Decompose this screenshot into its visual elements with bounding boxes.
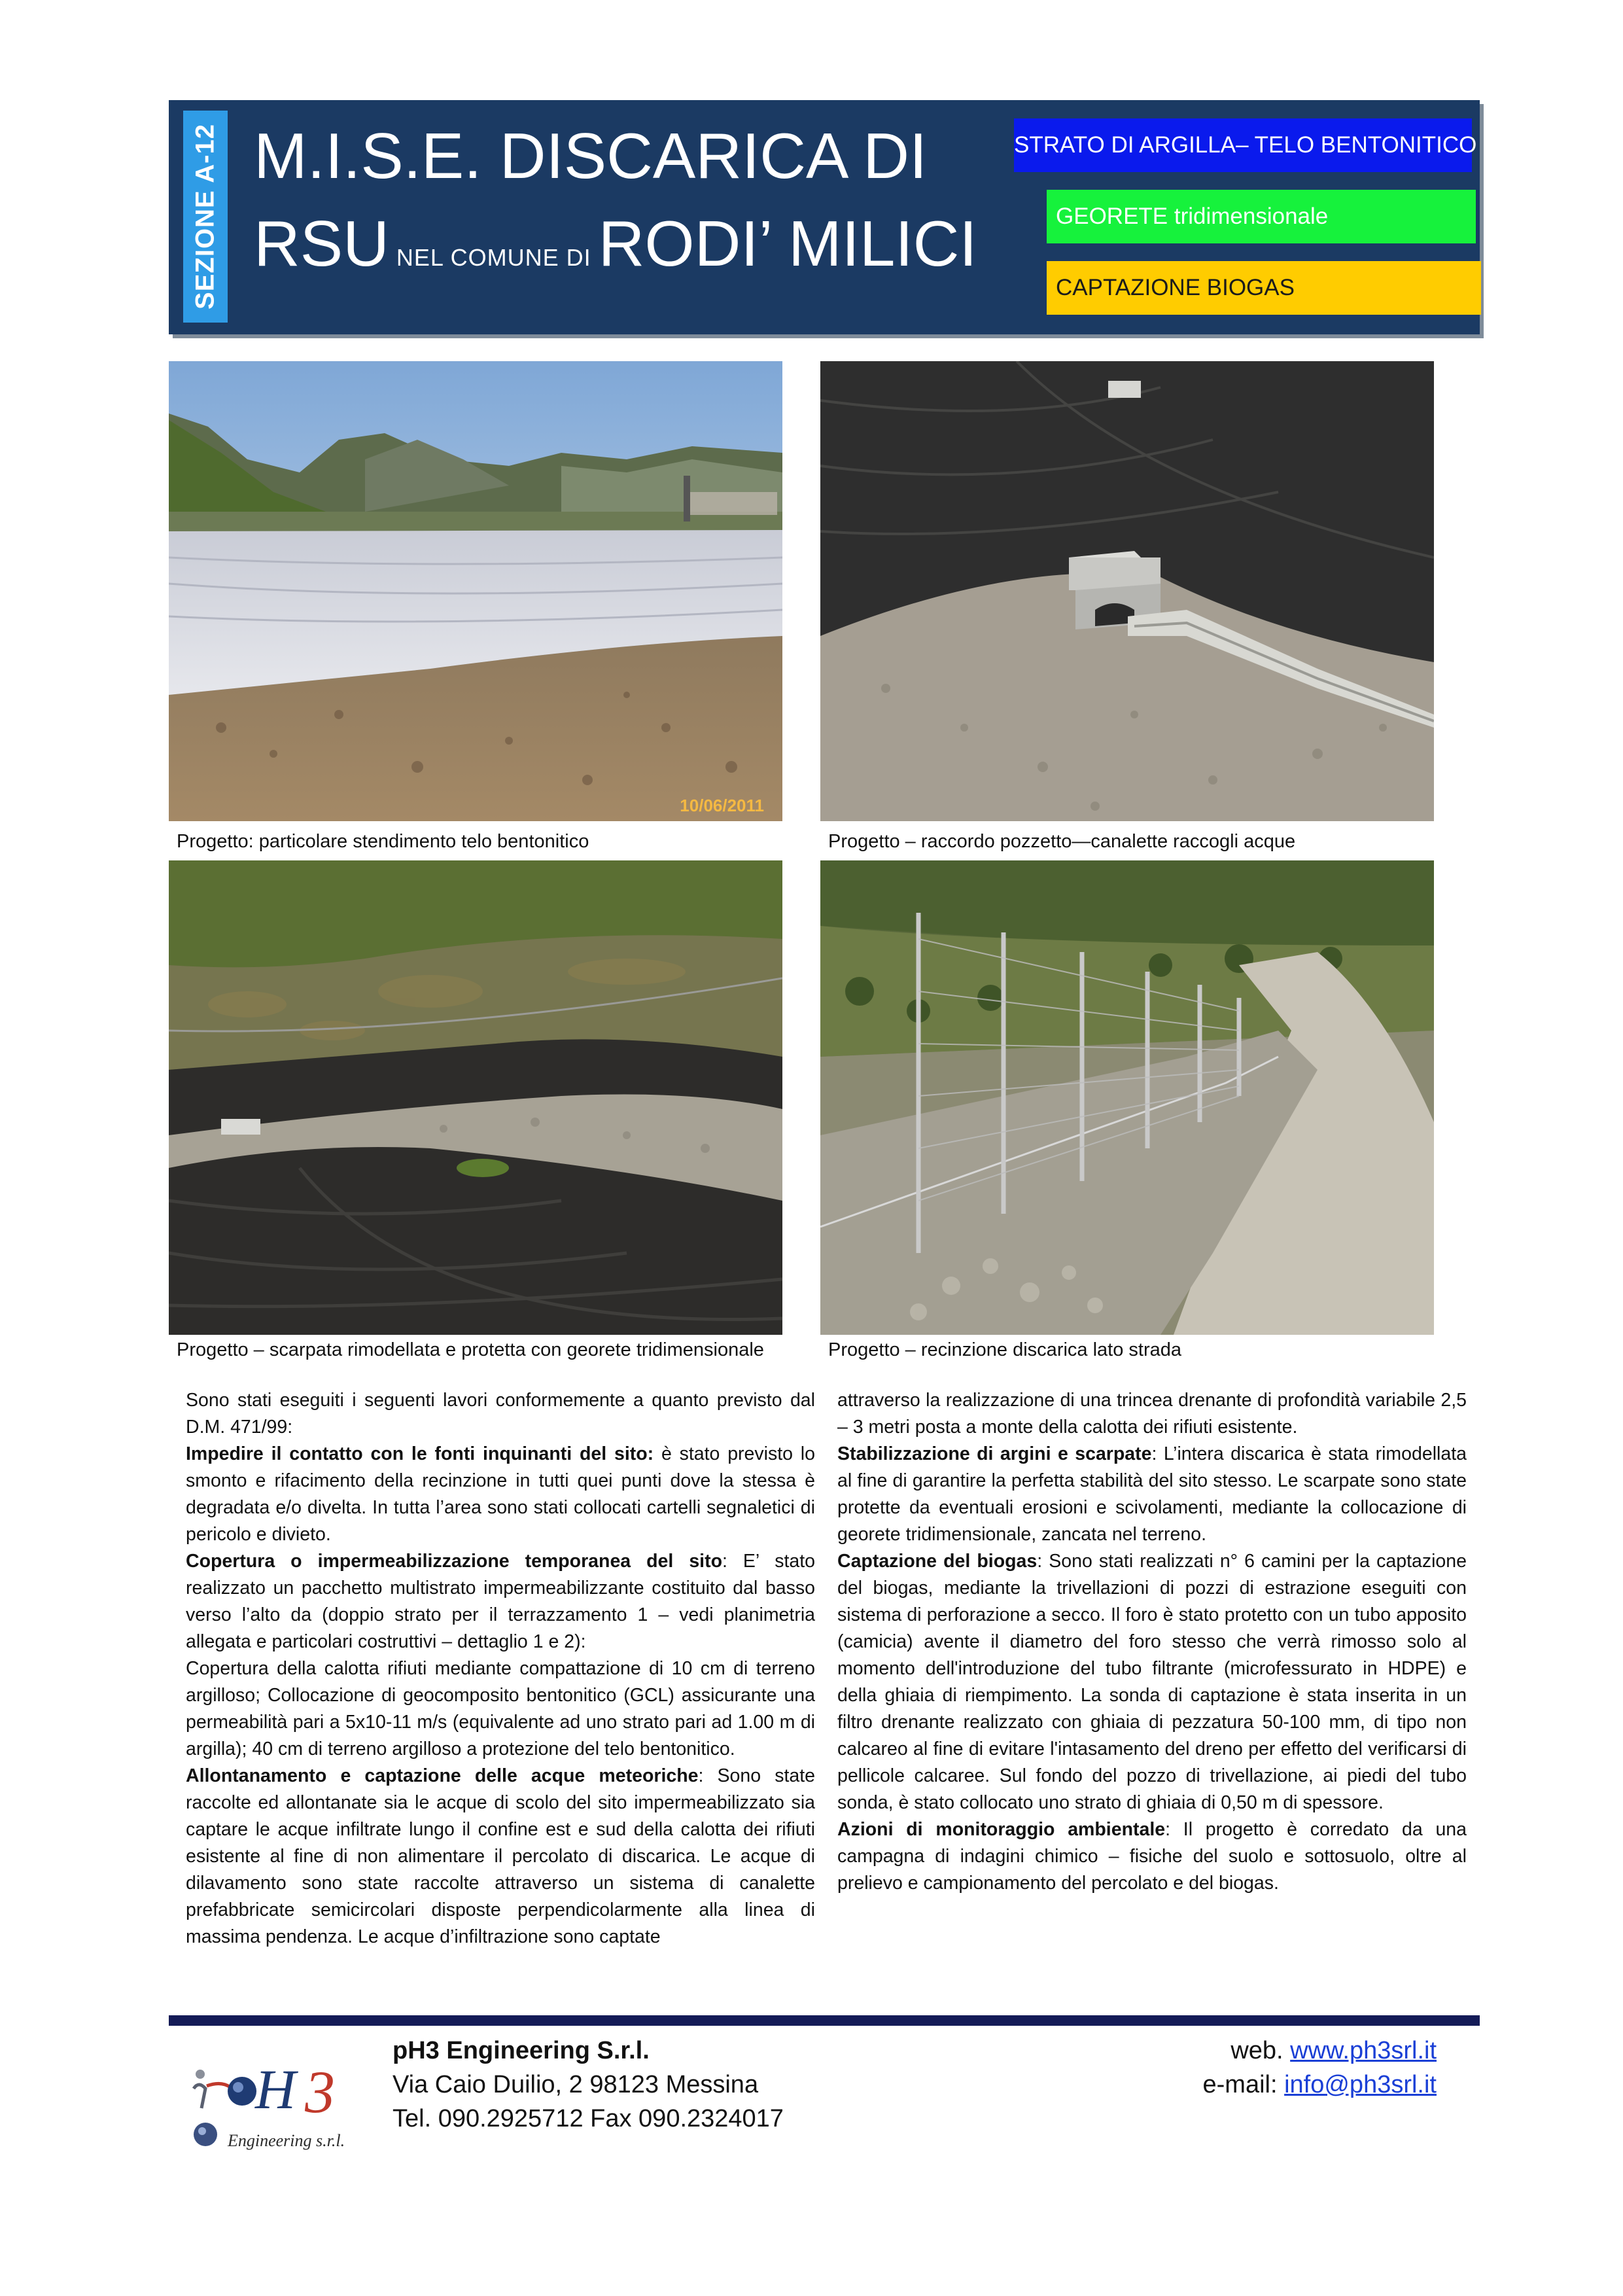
caption-photo-2: Progetto – raccordo pozzetto—canalette raccogli acque <box>828 831 1296 852</box>
photo-scarpata-georete <box>169 860 782 1335</box>
photo-recinzione-strada <box>820 860 1434 1335</box>
svg-text:3: 3 <box>305 2058 335 2125</box>
body-column-left <box>186 1387 815 1951</box>
body-column-right <box>837 1387 1467 1897</box>
email-label: e-mail: <box>1202 2071 1285 2098</box>
company-address: Via Caio Duilio, 2 98123 Messina <box>393 2071 759 2098</box>
paragraph-text: : L’intera discarica è stata rimodellata al fine di garantire la perfetta stabilità del sito stesso. Le scarpate sono state protette da eventuali erosioni e scivolamenti, mediante la collocazione di georete tridimensionale, zancata nel terreno. <box>837 1443 1467 1545</box>
paragraph <box>186 1655 815 1763</box>
paragraph-text: Copertura della calotta rifiuti mediante compattazione di 10 cm di terreno argilloso; Collocazione di geocomposito bentonitico (GCL) assicurante una permeabilità pari a 5x10-11 m/s (equivalente ad uno strato pari ad 1.00 m di argilla); 40 cm di terreno argilloso a protezione del telo bentonitico. <box>186 1658 815 1759</box>
title-rsu: RSU <box>254 207 389 279</box>
paragraph <box>837 1548 1467 1816</box>
company-info <box>393 2034 784 2136</box>
paragraph-text: Sono stati eseguiti i seguenti lavori conformemente a quanto previsto dal D.M. 471/99: <box>186 1390 815 1438</box>
website-link[interactable]: www.ph3srl.it <box>1290 2037 1437 2064</box>
email-line <box>1203 2068 1437 2102</box>
email-link[interactable]: info@ph3srl.it <box>1284 2071 1437 2098</box>
page-header <box>169 100 1480 334</box>
section-badge <box>183 111 228 323</box>
paragraph-heading: Impedire il contatto con le fonti inquinanti del sito: <box>186 1443 654 1464</box>
title-small-text: NEL COMUNE DI <box>389 244 599 271</box>
page-title-line-2 <box>254 207 977 279</box>
caption-photo-3: Progetto – scarpata rimodellata e protetta con georete tridimensionale <box>177 1339 764 1360</box>
company-logo <box>182 2048 391 2159</box>
paragraph <box>186 1441 815 1548</box>
tag-georete: GEORETE tridimensionale <box>1047 190 1476 243</box>
caption-photo-4: Progetto – recinzione discarica lato strada <box>828 1339 1182 1360</box>
paragraph <box>186 1763 815 1951</box>
paragraph-text: : E’ stato realizzato un pacchetto multistrato impermeabilizzante costituito dal basso verso l’alto da (doppio strato per il terrazzamento 1 – vedi planimetria allegata e particolari costruttivi – dettaglio 1 e 2): <box>186 1551 815 1652</box>
caption-photo-1: Progetto: particolare stendimento telo bentonitico <box>177 831 589 852</box>
web-label: web. <box>1230 2037 1291 2064</box>
paragraph-text: è stato previsto lo smonto e rifacimento della recinzione in tutti quei punti dove la stessa è degradata e/o divelta. In tutta l’area sono stati collocati cartelli segnaletici di pericolo e divieto. <box>186 1443 815 1545</box>
paragraph <box>186 1548 815 1655</box>
paragraph-heading: Stabilizzazione di argini e scarpate <box>837 1443 1152 1464</box>
section-label: SEZIONE A-12 <box>190 124 220 309</box>
page-title-line-1: M.I.S.E. DISCARICA DI <box>254 120 928 192</box>
title-town: RODI’ MILICI <box>598 207 977 279</box>
paragraph-heading: Allontanamento e captazione delle acque meteoriche <box>186 1765 699 1786</box>
paragraph-heading: Azioni di monitoraggio ambientale <box>837 1819 1166 1840</box>
footer-divider <box>169 2015 1480 2026</box>
logo-tagline: Engineering s.r.l. <box>228 2131 345 2150</box>
paragraph-text: : Sono stati realizzati n° 6 camini per la captazione del biogas, mediante la trivellazioni di pozzi di estrazione eseguiti con sistema di perforazione a secco. Il foro è stato protetto con un tubo apposito (camicia) avente il diametro del foro stesso che verrà rimosso solo al momento dell'introduzione del tubo filtrante (microfessurato in HDPE) e della ghiaia di riempimento. La sonda di captazione è stata inserita in un filtro drenante realizzato con ghiaia di pezzatura 50-100 mm, di tipo non calcareo al fine di evitare l'intasamento del dreno per effetto del verificarsi di pellicole calcaree. Sul fondo del pozzo di trivellazione, ai piedi del tubo sonda, è stato collocato uno strato di ghiaia di 0,50 m di spessore. <box>837 1551 1467 1813</box>
paragraph-heading: Captazione del biogas <box>837 1551 1038 1572</box>
photo-date-stamp: 10/06/2011 <box>680 796 764 815</box>
paragraph-text: : Il progetto è corredato da una campagna di indagini chimico – fisiche del suolo e sottosuolo, oltre al prelievo e campionamento del percolato e del biogas. <box>837 1819 1467 1894</box>
paragraph <box>837 1387 1467 1441</box>
web-line <box>1203 2034 1437 2068</box>
tag-strato-argilla: STRATO DI ARGILLA– TELO BENTONITICO <box>1014 118 1472 172</box>
company-phone: Tel. 090.2925712 Fax 090.2324017 <box>393 2105 784 2132</box>
paragraph-text: attraverso la realizzazione di una trincea drenante di profondità variabile 2,5 – 3 metri posta a monte della calotta dei rifiuti esistente. <box>837 1390 1467 1438</box>
photo-raccordo-pozzetto <box>820 361 1434 821</box>
paragraph <box>837 1816 1467 1897</box>
paragraph <box>837 1441 1467 1548</box>
paragraph-text: : Sono state raccolte ed allontanate sia le acque di scolo del sito impermeabilizzato sia captare le acque infiltrate lungo il confine est e sud della calotta dei rifiuti esistente al fine di non alimentare il percolato di discarica. Le acque di dilavamento sono state raccolte attraverso un sistema di canalette prefabbricate semicircolari disposte perpendicolarmente alla linea di massima pendenza. Le acque d’infiltrazione sono captate <box>186 1765 815 1947</box>
contact-links <box>1203 2034 1437 2102</box>
tag-captazione-biogas: CAPTAZIONE BIOGAS <box>1047 261 1481 315</box>
company-name: pH3 Engineering S.r.l. <box>393 2037 650 2064</box>
paragraph <box>186 1387 815 1441</box>
svg-text:H: H <box>255 2058 296 2121</box>
paragraph-heading: Copertura o impermeabilizzazione temporanea del sito <box>186 1551 722 1572</box>
photo-telo-bentonitico <box>169 361 782 821</box>
